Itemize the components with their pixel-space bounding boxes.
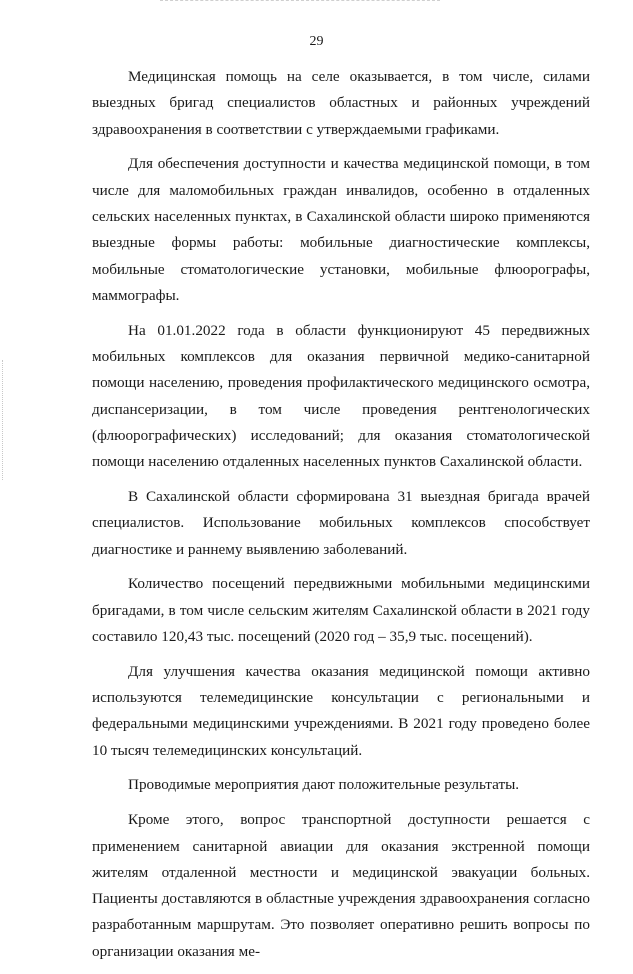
- paragraph: В Сахалинской области сформирована 31 выездная бригада врачей специалистов. Использование мобильных комплексов способствует диагностике и раннему выявлению заболеваний.: [92, 487, 590, 558]
- paragraph: Проводимые мероприятия дают положительные результаты.: [128, 776, 520, 794]
- paragraph: Кроме этого, вопрос транспортной доступности решается с применением санитарной авиации для оказания экстренной помощи жителям отдаленной местности и медицинской эвакуации больных. Пациенты доставляются в областные учреждения здравоохранения согласно разработанным маршрутам. Это позволяет оперативно решить вопросы по организации оказания ме-: [92, 811, 590, 960]
- scan-edge-mark: [2, 360, 4, 480]
- body-text: [92, 64, 590, 974]
- paragraph: Для обеспечения доступности и качества медицинской помощи, в том числе для маломобильных граждан инвалидов, особенно в отдаленных сельских населенных пунктах, в Сахалинской области широко применяются выездные формы работы: мобильные диагностические комплексы, мобильные стоматологические установки, мобильные флюорографы, маммографы.: [92, 155, 590, 304]
- paragraph: Медицинская помощь на селе оказывается, в том числе, силами выездных бригад специалистов областных и районных учреждений здравоохранения в соответствии с утверждаемыми графиками.: [92, 68, 590, 138]
- page-number: 29: [309, 34, 324, 49]
- paragraph: На 01.01.2022 года в области функционируют 45 передвижных мобильных комплексов для оказания первичной медико-санитарной помощи населению, проведения профилактического медицинского осмотра, диспансеризации, в том числе проведения рентгенологических (флюорографических) исследований; для оказания стоматологической помощи населению отдаленных населенных пунктов Сахалинской области.: [92, 321, 590, 471]
- paragraph: Для улучшения качества оказания медицинской помощи активно используются телемедицинские консультации с региональными и федеральными медицинскими учреждениями. В 2021 году проведено более 10 тысяч телемедицинских консультаций.: [92, 662, 590, 759]
- paragraph: Количество посещений передвижными мобильными медицинскими бригадами, в том числе сельским жителям Сахалинской области в 2021 году составило 120,43 тыс. посещений (2020 год – 35,9 тыс. посещений).: [92, 575, 590, 645]
- scan-edge-mark: [160, 0, 440, 2]
